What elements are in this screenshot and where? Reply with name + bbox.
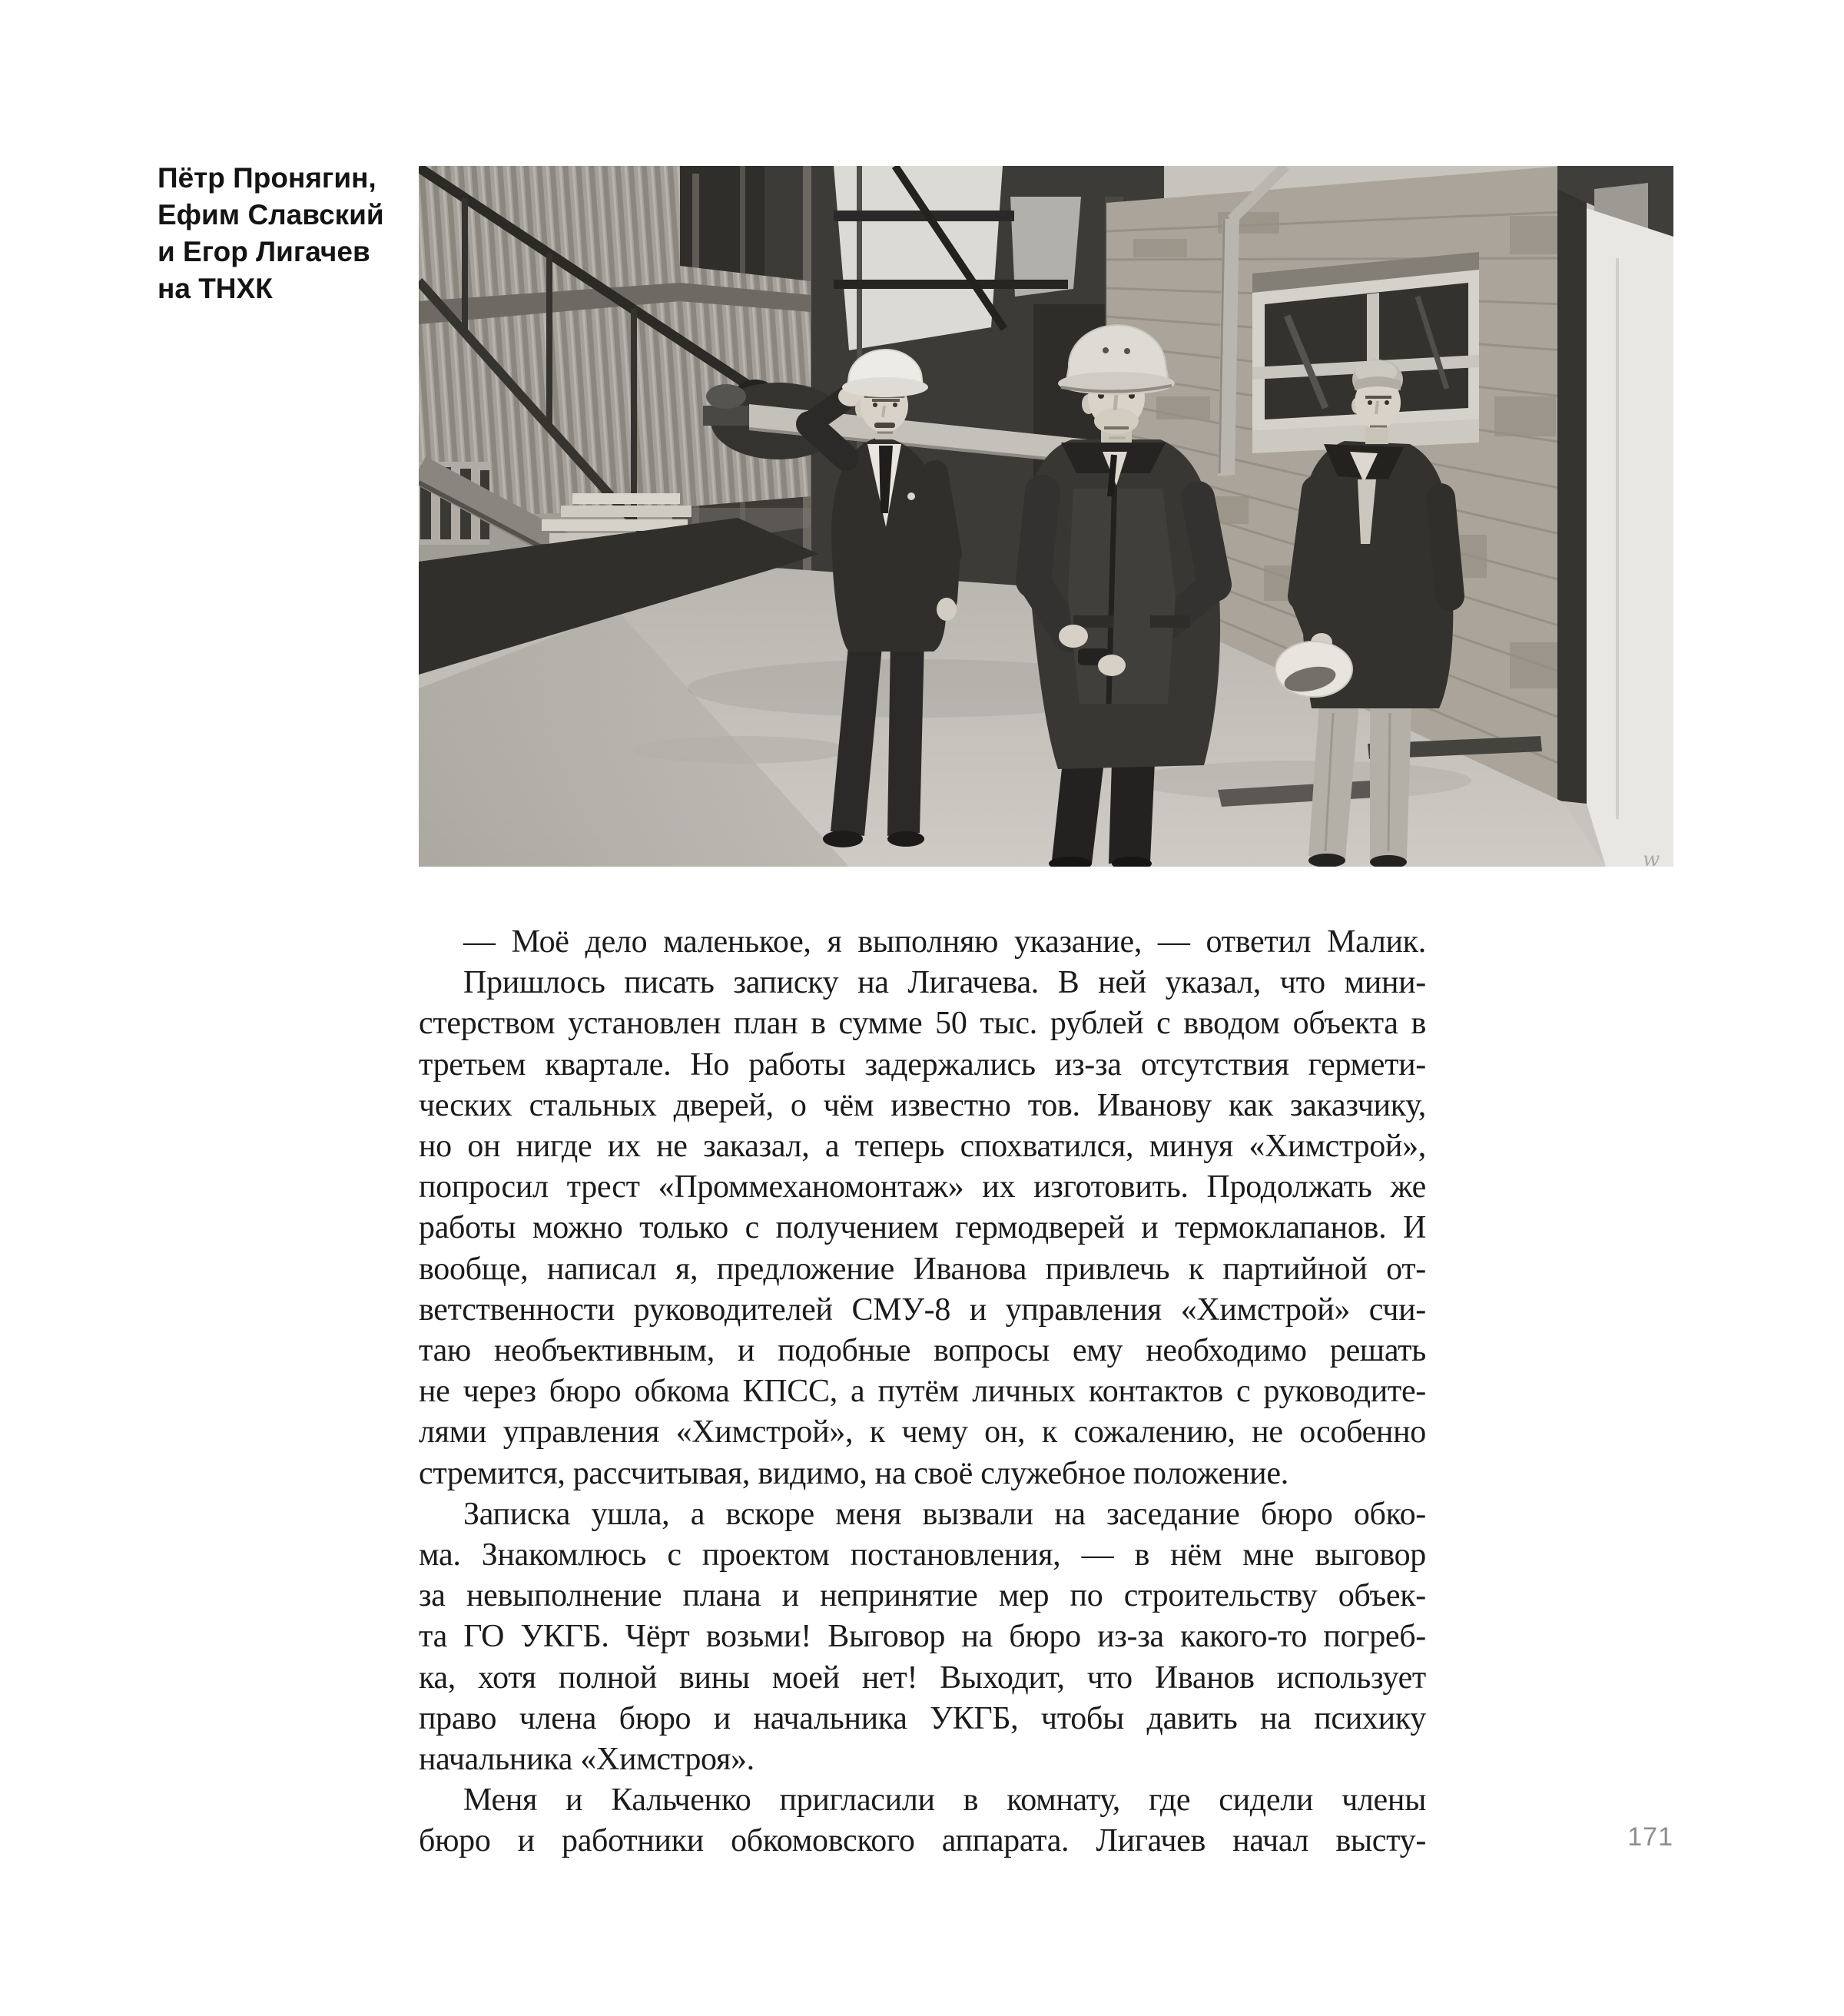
text-line: третьем квартале. Но работы задержались из-за отсутствия гермети- [419, 1046, 1426, 1083]
text-line: ческих стальных дверей, о чём известно тов. Иванову как заказчику, [419, 1087, 1426, 1123]
door-jamb [1557, 174, 1587, 804]
text-line: бюро и работники обкомовского аппарата. Лигачев начал высту- [419, 1823, 1426, 1859]
photo-illustration [419, 166, 1673, 867]
white-door [1587, 208, 1673, 867]
text-line: но он нигде их не заказал, а теперь спохватился, минуя «Химстрой», [419, 1129, 1426, 1165]
hand [1059, 625, 1088, 648]
text-line: лями управления «Химстрой», к чему он, к сожалению, не особенно [419, 1414, 1426, 1451]
mustache [874, 423, 895, 428]
caption-line: и Егор Лигачев [158, 236, 370, 267]
body-text [419, 922, 1426, 1862]
text-line: Пришлось писать записку на Лигачева. В ней указал, что мини- [463, 965, 1426, 1001]
photo [419, 166, 1673, 867]
text-line: начальника «Химстроя». [419, 1742, 755, 1778]
page-number: 171 [1627, 1822, 1673, 1852]
text-line: таю необъективным, и подобные вопросы ему необходимо решать [419, 1333, 1426, 1369]
text-line: не через бюро обкома КПСС, а путём личных контактов с руководите- [419, 1374, 1426, 1410]
photo-caption [158, 160, 419, 307]
print-artifact: w [1643, 848, 1660, 871]
text-line: право члена бюро и начальника УКГБ, чтобы давить на психику [419, 1700, 1426, 1736]
lapel-badge [907, 492, 915, 500]
helmet-in-hand [1275, 642, 1352, 697]
text-line: та ГО УКГБ. Чёрт возьми! Выговор на бюро из-за какого-то погреб- [419, 1619, 1426, 1655]
caption-line: на ТНХК [158, 273, 273, 304]
caption-line: Пётр Пронягин, [158, 162, 376, 194]
text-line: стремится, рассчитывая, видимо, на своё служебное положение. [419, 1455, 1288, 1491]
window [1252, 270, 1479, 453]
text-line: работы можно только с получением гермодверей и термоклапанов. И [419, 1210, 1426, 1246]
helmet-vent [1103, 347, 1109, 353]
text-line: — Моё дело маленькое, я выполняю указание, — ответил Малик. [463, 924, 1426, 960]
text-line: ветственности руководителей СМУ-8 и управления «Химстрой» счи- [419, 1292, 1426, 1328]
text-line: попросил трест «Проммеханомонтаж» их изготовить. Продолжать же [419, 1169, 1426, 1205]
text-line: стерством установлен план в сумме 50 тыс. рублей с вводом объекта в [419, 1006, 1426, 1042]
text-line: ка, хотя полной вины моей нет! Выходит, что Иванов использует [419, 1660, 1426, 1696]
text-line: Меня и Кальченко пригласили в комнату, где сидели члены [463, 1782, 1426, 1819]
text-line: за невыполнение плана и непринятие мер по строительству объек- [419, 1578, 1426, 1614]
text-line: вообще, написал я, предложение Иванова привлечь к партийной от- [419, 1251, 1426, 1287]
text-line: ма. Знакомлюсь с проектом постановления, — в нём мне выговор [419, 1537, 1426, 1573]
caption-line: Ефим Славский [158, 199, 384, 230]
text-line: Записка ушла, а вскоре меня вызвали на заседание бюро обко- [463, 1496, 1426, 1532]
